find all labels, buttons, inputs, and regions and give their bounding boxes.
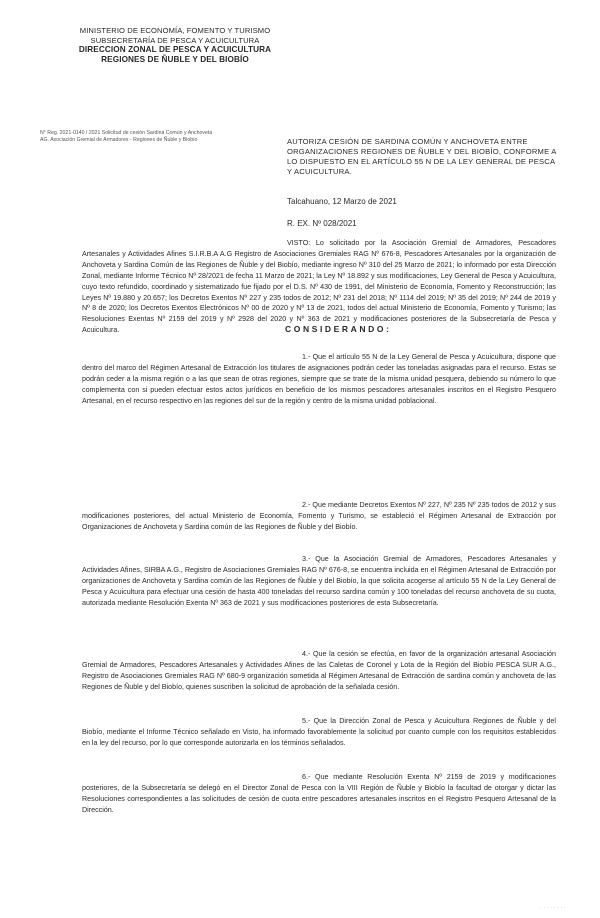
issuer-header: [40, 26, 310, 64]
considering-3: [82, 554, 556, 609]
considering-4: [82, 649, 556, 693]
considering-text: 6.- Que mediante Resolución Exenta Nº 2159 de 2019 y modificaciones posteriores, de la Subsecretaría se delegó en el Director Zonal de Pesca con la VIII Región de Ñuble y Biobío la facultad de otorgar y dictar las Resoluciones correspondientes a las solicitudes de cesión de cuota entre pescadores artesanales inscritos en el Registro Pesquero Artesanal de la Dirección.: [82, 773, 556, 814]
reference-note: [40, 130, 212, 144]
regions-line: REGIONES DE ÑUBLE Y DEL BIOBÍO: [101, 54, 249, 64]
resolution-number: R. EX. Nº 028/2021: [287, 219, 357, 228]
reference-line: AG. Asociación Gremial de Armadores - Regiones de Ñuble y Biobío: [40, 137, 198, 143]
considering-text: 5.- Que la Dirección Zonal de Pesca y Acuicultura Regiones de Ñuble y del Biobío, mediante el Informe Técnico señalado en Visto, ha informado favorablemente la solicitud por cuanto cumple con los requisitos establecidos en la ley del recurso, por lo que corresponde autorizarla en los términos señalados.: [82, 717, 556, 747]
considering-text: 3.- Que la Asociación Gremial de Armadores, Pescadores Artesanales y Actividades Afines, SIRBA A.G., Registro de Asociaciones Gremiales RAG Nº 676-8, se encuentra incluida en el Régimen Artesanal de Extracción por organizaciones de Anchoveta y Sardina común de las Regiones de Ñuble y del Biobío, la que solicita acogerse al artículo 55 N de la Ley General de Pesca y Acuicultura para efectuar una cesión de hasta 400 toneladas del recurso sardina común y 100 toneladas del recurso anchoveta de su cuota, autorizada mediante Resolución Exenta Nº 363 de 2021 y sus modificaciones posteriores de esta Subsecretaría.: [82, 555, 556, 607]
resolution-subject: AUTORIZA CESIÓN DE SARDINA COMÚN Y ANCHOVETA ENTRE ORGANIZACIONES REGIONES DE ÑUBLE Y DEL BIOBÍO, CONFORME A LO DISPUESTO EN EL ARTÍCULO 55 N DE LA LEY GENERAL DE PESCA Y ACUICULTURA.: [287, 137, 557, 176]
considering-1: [82, 352, 556, 407]
considering-6: [82, 772, 556, 816]
considering-2: [82, 500, 556, 533]
zonal-direction-line: DIRECCION ZONAL DE PESCA Y ACUICULTURA: [78, 45, 272, 54]
page-footer: · · · · · · · ·: [540, 905, 566, 910]
considering-text: 1.- Que el artículo 55 N de la Ley General de Pesca y Acuicultura, dispone que dentro del marco del Régimen Artesanal de Extracción los titulares de asignaciones podrán ceder las toneladas asignadas para el recurso. Estas se podrán ceder a la misma región o a las que sean de otras regiones, siempre que se trate de la misma unidad pesquera, debiendo su número lo que complementa con si pueden efectuar estos actos jurídicos en beneficio de los mismos pescadores artesanales inscritos en el Registro Pesquero Artesanal, en el recurso respectivo en las regiones del sur de la región y centro de la misma unidad poblacional.: [82, 353, 556, 405]
considering-heading: CONSIDERANDO:: [285, 324, 392, 334]
reference-line: N° Reg. 2021-0140 / 2021 Solicitud de cesión Sardina Común y Anchoveta: [40, 130, 213, 136]
considering-5: [82, 716, 556, 749]
resolution-date: Talcahuano, 12 Marzo de 2021: [287, 197, 397, 206]
considering-text: 2.- Que mediante Decretos Exentos Nº 227, Nº 235 Nº 235 todos de 2012 y sus modificaciones posteriores, del actual Ministerio de Economía, Fomento y Turismo, se estableció el Régimen Artesanal de Extracción por Organizaciones de Anchoveta y Sardina común de las Regiones de Ñuble y del Biobío.: [82, 501, 556, 531]
visto-text: VISTO: Lo solicitado por la Asociación Gremial de Armadores, Pescadores Artesanales y Actividades Afines S.I.R.B.A A.G Registro de Asociaciones Gremiales RAG Nº 676-8, Pescadores Artesanales por la organización de Anchoveta y Sardina Común de las Regiones de Ñuble y del Biobío, mediante ingreso Nº 310 del 25 Marzo de 2021; lo informado por esta Dirección Zonal, mediante Informe Técnico Nº 28/2021 de fecha 11 Marzo de 2021; la Ley Nº 18.892 y sus modificaciones, Ley General de Pesca y Acuicultura, cuyo texto refundido, coordinado y sistematizado fue fijado por el D.S. Nº 430 de 1991, del Ministerio de Economía, Fomento y Reconstrucción; las Leyes Nº 19.880 y 20.657; los Decretos Exentos Nº 227 y 235 todos de 2012; Nº 231 del 2018; Nº 1114 del 2019; Nº 35 del 2019; Nº 244 de 2019 y Nº 8 de 2020; los Decretos Exentos Electrónicos Nº 00 de 2020 y Nº 13 de 2021, todos del actual Ministerio de Economía, Fomento y Turismo; las Resoluciones Exentas Nº 2159 del 2019 y Nº 2928 del 2020 y Nº 363 de 2021 y modificaciones posteriores de la Subsecretaría de Pesca y Acuicultura.: [82, 239, 556, 335]
ministry-line: MINISTERIO DE ECONOMÍA, FOMENTO Y TURISMO: [79, 26, 271, 35]
considering-text: 4.- Que la cesión se efectúa, en favor de la organización artesanal Asociación Gremial de Armadores, Pescadores Artesanales y Actividades Afines de las Caletas de Coronel y Lota de la Región del Biobío PESCA SUR A.G., Registro de Asociaciones Gremiales RAG Nº 680-9 organización sometida al Régimen Artesanal de Extracción de sardina común y anchoveta de las Regiones de Ñuble y del Biobío, quienes suscriben la solicitud de aprobación de la señalada cesión.: [82, 650, 556, 691]
undersecretariat-line: SUBSECRETARÍA DE PESCA Y ACUICULTURA: [90, 35, 260, 45]
visto-paragraph: [82, 238, 556, 336]
